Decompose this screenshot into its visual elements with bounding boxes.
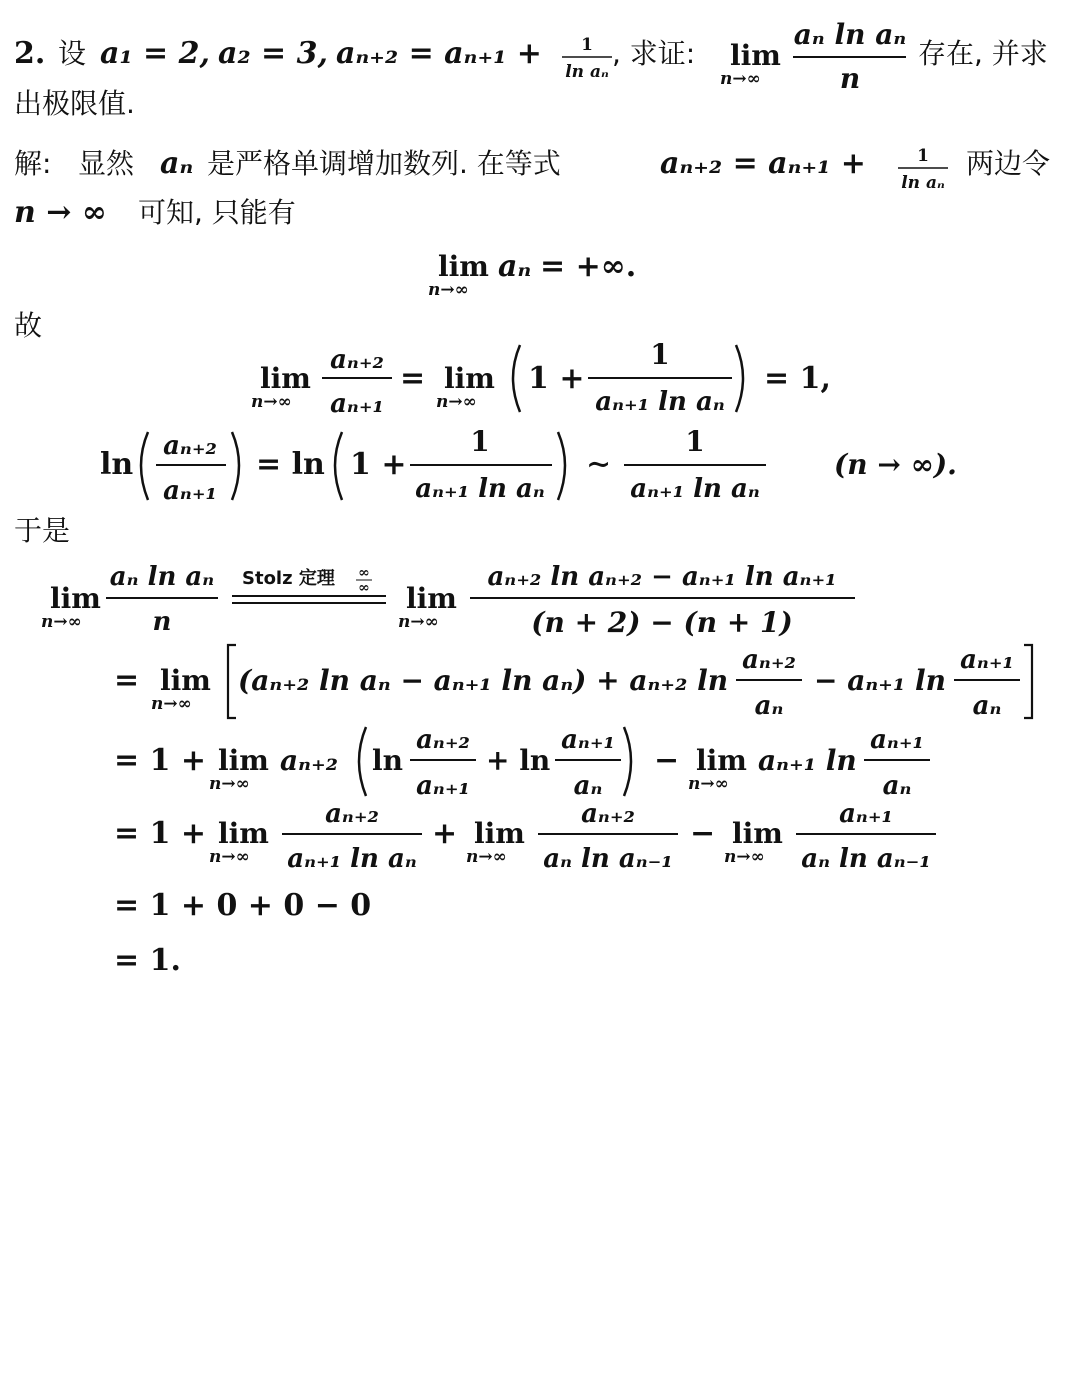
svg-text:+: +	[432, 816, 458, 851]
stolz-line-4	[114, 799, 936, 874]
limit-numerator: aₙ ln aₙ	[793, 18, 907, 51]
svg-text:aₙ₊₁: aₙ₊₁	[839, 799, 893, 829]
asymptotic-note: (n → ∞).	[834, 448, 957, 481]
svg-text:aₙ₊₁ ln aₙ: aₙ₊₁ ln aₙ	[287, 844, 417, 874]
svg-text:1: 1	[581, 35, 593, 55]
small-fraction-solution	[898, 146, 948, 193]
problem-limit	[720, 18, 906, 95]
svg-text:n→∞: n→∞	[466, 847, 507, 867]
svg-text:aₙ₊₂: aₙ₊₂	[416, 725, 470, 755]
svg-text:aₙ: aₙ	[160, 146, 194, 181]
given-a1: a₁ = 2,	[100, 36, 210, 71]
svg-text:aₙ₊₁: aₙ₊₁	[960, 645, 1014, 675]
svg-text:+ ln: + ln	[486, 744, 551, 777]
svg-text:aₙ₊₁: aₙ₊₁	[561, 725, 615, 755]
solution-sentence-1c: 两边令	[966, 147, 1051, 180]
svg-text:aₙ₊₂ ln aₙ₊₂ − aₙ₊₁ ln aₙ₊₁: aₙ₊₂ ln aₙ₊₂ − aₙ₊₁ ln aₙ₊₁	[487, 562, 837, 592]
small-fraction-recurrence	[562, 35, 612, 82]
svg-text:∞: ∞	[358, 580, 370, 596]
svg-text:aₙ₊₂ = aₙ₊₁ +: aₙ₊₂ = aₙ₊₁ +	[660, 146, 866, 181]
svg-text:lim: lim	[730, 39, 781, 72]
svg-text:aₙ: aₙ	[882, 771, 912, 801]
svg-text:1: 1	[917, 146, 929, 166]
problem-statement	[14, 18, 1048, 120]
limit-an-infinity	[428, 249, 636, 300]
svg-text:lim: lim	[218, 817, 269, 850]
svg-text:aₙ ln aₙ₋₁: aₙ ln aₙ₋₁	[543, 844, 673, 874]
svg-text:lim: lim	[474, 817, 525, 850]
svg-text:lim: lim	[406, 582, 457, 615]
solution-intro	[14, 146, 1050, 230]
svg-text:n→∞: n→∞	[151, 694, 192, 714]
svg-text:aₙ: aₙ	[972, 691, 1002, 721]
recurrence-formula: aₙ₊₂ = aₙ₊₁ +	[336, 36, 542, 71]
svg-text:lim: lim	[696, 744, 747, 777]
solution-sentence-1b: 是严格单调增加数列. 在等式	[207, 147, 561, 180]
svg-text:∞: ∞	[358, 565, 370, 581]
svg-text:aₙ₊₂: aₙ₊₂	[581, 799, 635, 829]
ln-asymptotic-equation	[100, 425, 957, 506]
svg-text:aₙ₊₁: aₙ₊₁	[330, 389, 384, 419]
stolz-line-2	[114, 645, 1032, 721]
svg-text:aₙ: aₙ	[498, 249, 532, 284]
svg-text:aₙ₊₁ ln aₙ: aₙ₊₁ ln aₙ	[595, 387, 725, 417]
svg-text:n→∞: n→∞	[688, 774, 729, 794]
problem-tail-2: 出极限值.	[14, 87, 135, 120]
svg-text:aₙ₊₁ ln aₙ: aₙ₊₁ ln aₙ	[415, 474, 545, 504]
solution-sentence-1a: 显然	[78, 147, 135, 180]
svg-text:(aₙ₊₂ ln aₙ − aₙ₊₁ ln aₙ) + aₙ: (aₙ₊₂ ln aₙ − aₙ₊₁ ln aₙ) + aₙ₊₂ ln	[238, 664, 729, 697]
svg-text:1: 1	[650, 338, 670, 371]
svg-text:lim: lim	[160, 664, 211, 697]
svg-text:−: −	[690, 816, 716, 851]
ratio-limit-equation	[251, 338, 831, 419]
svg-text:aₙ: aₙ	[573, 771, 603, 801]
svg-text:n→∞: n→∞	[724, 847, 765, 867]
svg-text:aₙ₊₁ ln: aₙ₊₁ ln	[758, 744, 857, 777]
svg-text:1: 1	[470, 425, 490, 458]
svg-text:aₙ₊₁: aₙ₊₁	[416, 771, 470, 801]
svg-text:aₙ₊₁: aₙ₊₁	[163, 476, 217, 506]
svg-text:aₙ: aₙ	[754, 691, 784, 721]
stolz-line-1	[41, 562, 855, 639]
svg-text:n→∞: n→∞	[251, 392, 292, 412]
svg-text:=: =	[114, 663, 140, 698]
svg-text:lim: lim	[50, 582, 101, 615]
problem-intro: 设	[58, 37, 87, 70]
problem-tail-1: 存在, 并求	[918, 37, 1048, 70]
svg-text:n→∞: n→∞	[428, 280, 469, 300]
limit-denominator: n	[839, 62, 861, 95]
svg-text:n → ∞: n → ∞	[14, 195, 107, 230]
svg-text:n→∞: n→∞	[436, 392, 477, 412]
svg-text:n→∞: n→∞	[720, 69, 761, 89]
svg-text:∼: ∼	[586, 447, 612, 482]
svg-text:aₙ₊₁: aₙ₊₁	[870, 725, 924, 755]
svg-text:(n + 2) − (n + 1): (n + 2) − (n + 1)	[531, 606, 793, 639]
svg-text:lim: lim	[438, 250, 489, 283]
svg-text:lim: lim	[732, 817, 783, 850]
svg-text:= ln: = ln	[256, 447, 325, 482]
svg-text:− aₙ₊₁ ln: − aₙ₊₁ ln	[814, 664, 946, 697]
svg-text:aₙ₊₁ ln aₙ: aₙ₊₁ ln aₙ	[630, 474, 760, 504]
svg-text:1 +: 1 +	[528, 361, 585, 396]
svg-text:= 1,: = 1,	[764, 361, 831, 396]
stolz-inf-over-inf	[356, 565, 372, 596]
svg-text:aₙ₊₂: aₙ₊₂	[742, 645, 796, 675]
svg-text:ln aₙ: ln aₙ	[901, 173, 945, 193]
zero-sum-line: = 1 + 0 + 0 − 0	[114, 888, 372, 923]
svg-text:1 +: 1 +	[350, 447, 407, 482]
svg-text:aₙ₊₂: aₙ₊₂	[325, 799, 379, 829]
svg-text:ln: ln	[372, 744, 403, 777]
svg-text:=: =	[400, 361, 426, 396]
svg-text:aₙ₊₂: aₙ₊₂	[163, 431, 217, 461]
svg-text:lim: lim	[260, 362, 311, 395]
yushi-label: 于是	[14, 514, 71, 547]
svg-text:aₙ ln aₙ₋₁: aₙ ln aₙ₋₁	[801, 844, 931, 874]
gu-label: 故	[14, 309, 43, 342]
svg-text:1: 1	[685, 425, 705, 458]
stolz-label: Stolz 定理	[242, 568, 335, 589]
svg-text:n→∞: n→∞	[209, 847, 250, 867]
svg-text:aₙ₊₂: aₙ₊₂	[330, 345, 384, 375]
svg-text:= 1 +: = 1 +	[114, 816, 207, 851]
svg-text:n→∞: n→∞	[209, 774, 250, 794]
prove-label: , 求证:	[612, 37, 696, 70]
problem-number: 2.	[14, 36, 46, 71]
solution-label: 解:	[14, 147, 52, 180]
svg-text:aₙ ln aₙ: aₙ ln aₙ	[109, 562, 215, 592]
stolz-line-3	[114, 725, 930, 801]
svg-text:n→∞: n→∞	[398, 612, 439, 632]
final-result: = 1.	[114, 943, 181, 978]
limit-result: = +∞.	[540, 249, 637, 284]
svg-text:= 1 +: = 1 +	[114, 743, 207, 778]
given-a2: a₂ = 3,	[218, 36, 328, 71]
svg-text:aₙ₊₂: aₙ₊₂	[280, 744, 339, 777]
svg-text:n: n	[152, 607, 172, 637]
svg-text:n→∞: n→∞	[41, 612, 82, 632]
svg-text:lim: lim	[444, 362, 495, 395]
svg-text:lim: lim	[218, 744, 269, 777]
svg-text:−: −	[654, 743, 680, 778]
svg-text:ln aₙ: ln aₙ	[565, 62, 609, 82]
solution-sentence-2: 可知, 只能有	[138, 196, 296, 229]
svg-text:ln: ln	[100, 447, 134, 482]
